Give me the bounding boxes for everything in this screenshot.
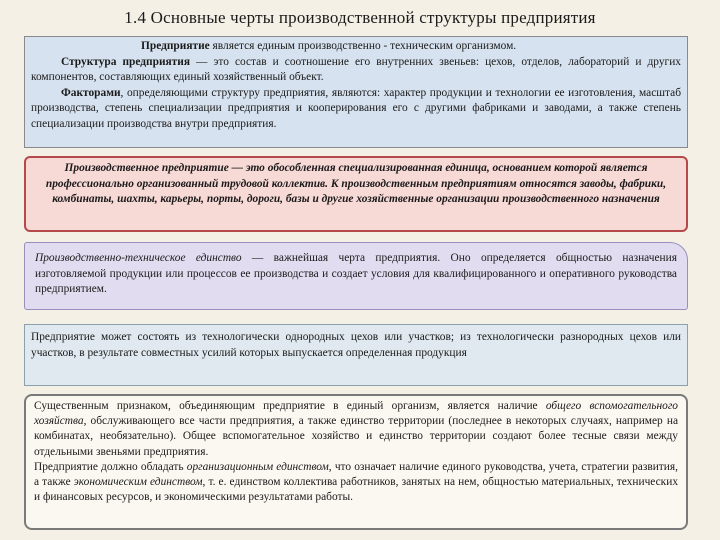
enterprise-definition: Предприятие является единым производственно - техническим организмом. (141, 40, 517, 52)
factors-definition: Факторами, определяющими структуру предприятия, являются: характер продукции и технологии ее изготовления, масштаб производства, степень специализации предприятия и кооперирования его с другими фабриками и заводами, а также степень специализации производства внутри предприятия. (31, 86, 681, 130)
features-box (24, 394, 688, 530)
workshops-box: Предприятие может состоять из технологически однородных цехов или участков; из технологически разнородных цехов или участков, в результате совместных усилий которых выпускается определенная продукция (24, 324, 688, 386)
factors-term: Факторами (61, 86, 121, 99)
structure-definition: Структура предприятия — это состав и соотношение его внутренних звеньев: цехов, отделов, лабораторий и других компонентов, составляющих единый хозяйственный объект. (31, 55, 682, 84)
slide-title: 1.4 Основные черты производственной структуры предприятия (124, 8, 596, 27)
production-enterprise-box: Производственное предприятие — это обособленная специализированная единица, основанием которой является профессионально организованный трудовой коллектив. К производственным предприятиям относятся заводы, фабрики, комбинаты, шахты, карьеры, порты, дороги, базы и другие хозяйственные организации производственного назначения (24, 156, 688, 232)
unity-term: Производственно-техническое единство (35, 252, 242, 264)
unity-box: Производственно-техническое единство — важнейшая черта предприятия. Оно определяется общностью назначения изготовляемой продукции или процессов ее производства и создает условия для квалифицированного и оперативного руководства предприятием. (24, 242, 688, 310)
structure-term: Структура предприятия (61, 55, 190, 68)
enterprise-term: Предприятие (141, 40, 210, 52)
definition-box (24, 36, 688, 148)
auxiliary-paragraph: Существенным признаком, объединяющим предприятие в единый организм, является наличие общего вспомогательного хозяйства, обслуживающего все части предприятия, а также единство территории (последнее в некоторых случаях, например на комбинатах, необязательно). Общее вспомогательное хозяйство и единство территории создают более тесные связи между отдельными звеньями предприятия. (34, 400, 678, 458)
organizational-paragraph: Предприятие должно обладать организационным единством, что означает наличие единого руководства, учета, стратегии развития, а также экономическим единством, т. е. единством коллектива работников, занятых на нем, общностью материальных, технических и финансовых ресурсов, и экономическими результатами работы. (34, 460, 679, 504)
